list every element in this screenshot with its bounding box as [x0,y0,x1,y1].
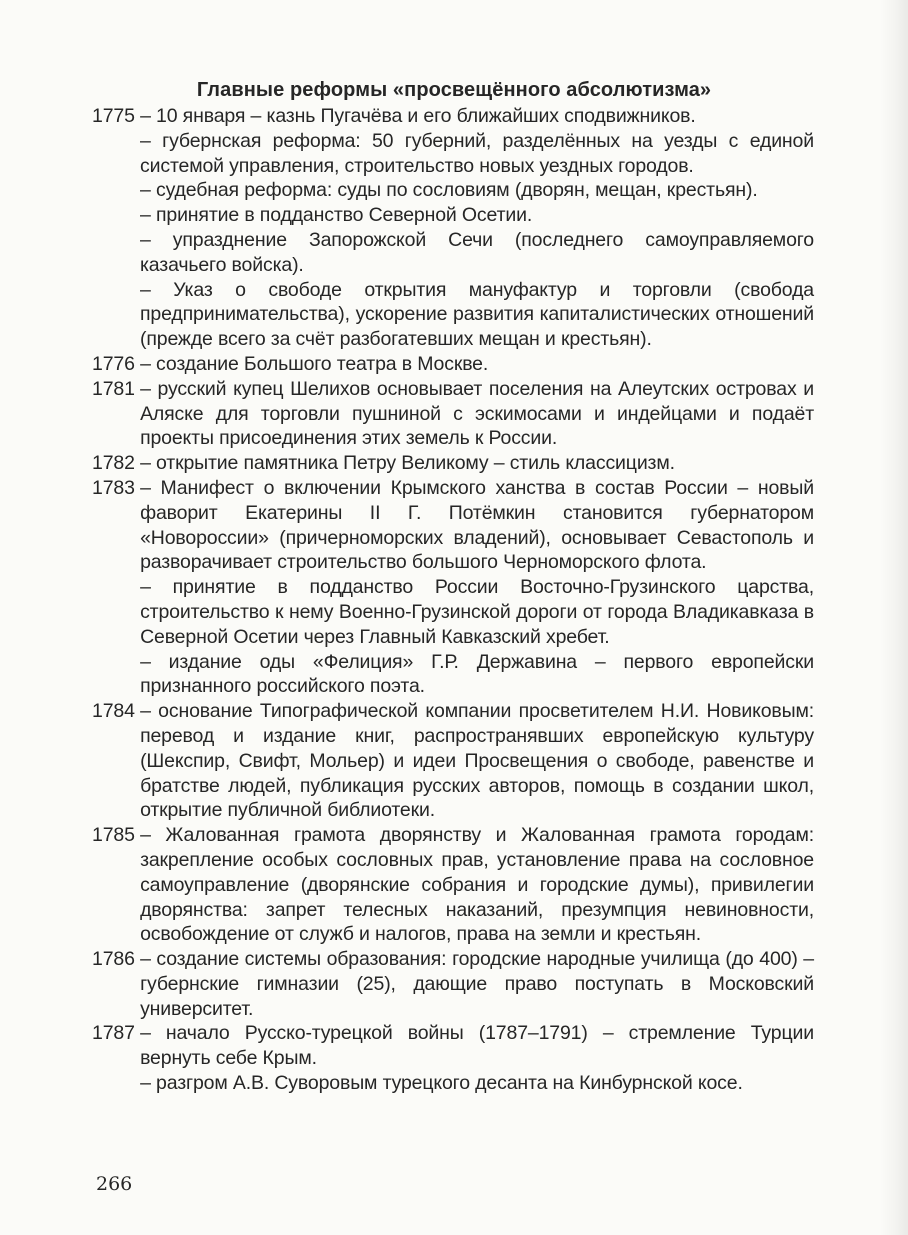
entry-year: 1775 [92,105,135,127]
entry-text: – Жалованная грамота дворянству и Жалованная грамота городам: закрепление особых сословных прав, установление права на сословное самоуправление (дворянские собрания и городские думы), привилегии дворянства: запрет телесных наказаний, презумпция невиновности, освобождение от служб и налогов, права на земли и крестьян. [140,824,814,946]
entry-text: – создание Большого театра в Москве. [140,352,489,375]
entry-year: 1776 [92,352,135,375]
entry-subitem: – упразднение Запорожской Сечи (последнего самоуправляемого казачьего войска). [140,228,814,276]
entry-text: – начало Русско-турецкой войны (1787–1791) – стремление Турции вернуть себе Крым. [140,1022,814,1070]
entry-text: – принятие в подданство России Восточно-Грузинского царства, строительство к нему Военно-Грузинской дороги от города Владикавказа в Северной Осетии через Главный Кавказский хребет. [140,576,814,648]
entry-subitem: – Указ о свободе открытия мануфактур и торговли (свобода предпринимательства), ускорение развития капиталистических отношений (прежде всего за счёт разбогатевших мещан и крестьян). [140,278,814,351]
timeline-entry-1775 [92,104,814,129]
entry-year: 1786 [92,948,135,971]
timeline-entry-1786 [92,947,814,1021]
timeline-entry-1784 [92,699,814,823]
entry-text: – создание системы образования: городские народные училища (до 400) – губернские гимназии (25), дающие право поступать в Московский университет. [140,948,814,1020]
entry-year: 1784 [92,700,135,723]
entry-text: – открытие памятника Петру Великому – стиль классицизм. [140,452,675,475]
timeline-entry-1782 [92,451,814,476]
entry-text: – разгром А.В. Суворовым турецкого десанта на Кинбурнской косе. [140,1072,743,1095]
entry-1775-subitems [92,129,814,352]
entry-text: – основание Типографической компании просветителем Н.И. Новиковым: перевод и издание книг, распространявших европейскую культуру (Шекспир, Свифт, Мольер) и идеи Просвещения о свободе, равенстве и братстве людей, публикация русских авторов, помощь в создании школ, открытие публичной библиотеки. [140,700,814,822]
entry-year: 1785 [92,824,135,847]
entry-subitem: – принятие в подданство Северной Осетии. [140,204,533,227]
timeline-entry-1785 [92,823,814,947]
page-number: 266 [96,1173,133,1195]
page-edge-shadow [880,0,908,1235]
entry-text: – Манифест о включении Крымского ханства в состав России – новый фаворит Екатерины II Г. Потёмкин становится губернатором «Новороссии» (причерноморских владений), основывает Севастополь и разворачивает строительство большого Черноморского флота. [140,476,814,574]
entry-text: – издание оды «Фелиция» Г.Р. Державина – первого европейски признанного российского поэта. [140,650,814,698]
reform-timeline [92,104,814,1096]
timeline-entry-1781 [92,377,814,451]
entry-year: 1781 [92,377,135,400]
entry-year: 1783 [92,476,135,499]
entry-subitem: – судебная реформа: суды по сословиям (дворян, мещан, крестьян). [140,179,758,202]
timeline-entry-1776 [92,352,814,377]
entry-text: – русский купец Шелихов основывает поселения на Алеутских островах и Аляске для торговли пушниной с эскимосами и индейцами и подаёт проекты присоединения этих земель к России. [140,377,814,450]
timeline-entry-1787 [92,1021,814,1095]
entry-text: – 10 января – казнь Пугачёва и его ближайших сподвижников. [140,105,696,127]
entry-year: 1787 [92,1022,135,1045]
timeline-entry-1783 [92,476,814,699]
entry-subitem: – губернская реформа: 50 губерний, разделённых на уезды с единой системой управления, строительство новых уездных городов. [140,129,814,177]
page-title: Главные реформы «просвещённого абсолютизма» [196,79,712,101]
entry-year: 1782 [92,452,135,475]
